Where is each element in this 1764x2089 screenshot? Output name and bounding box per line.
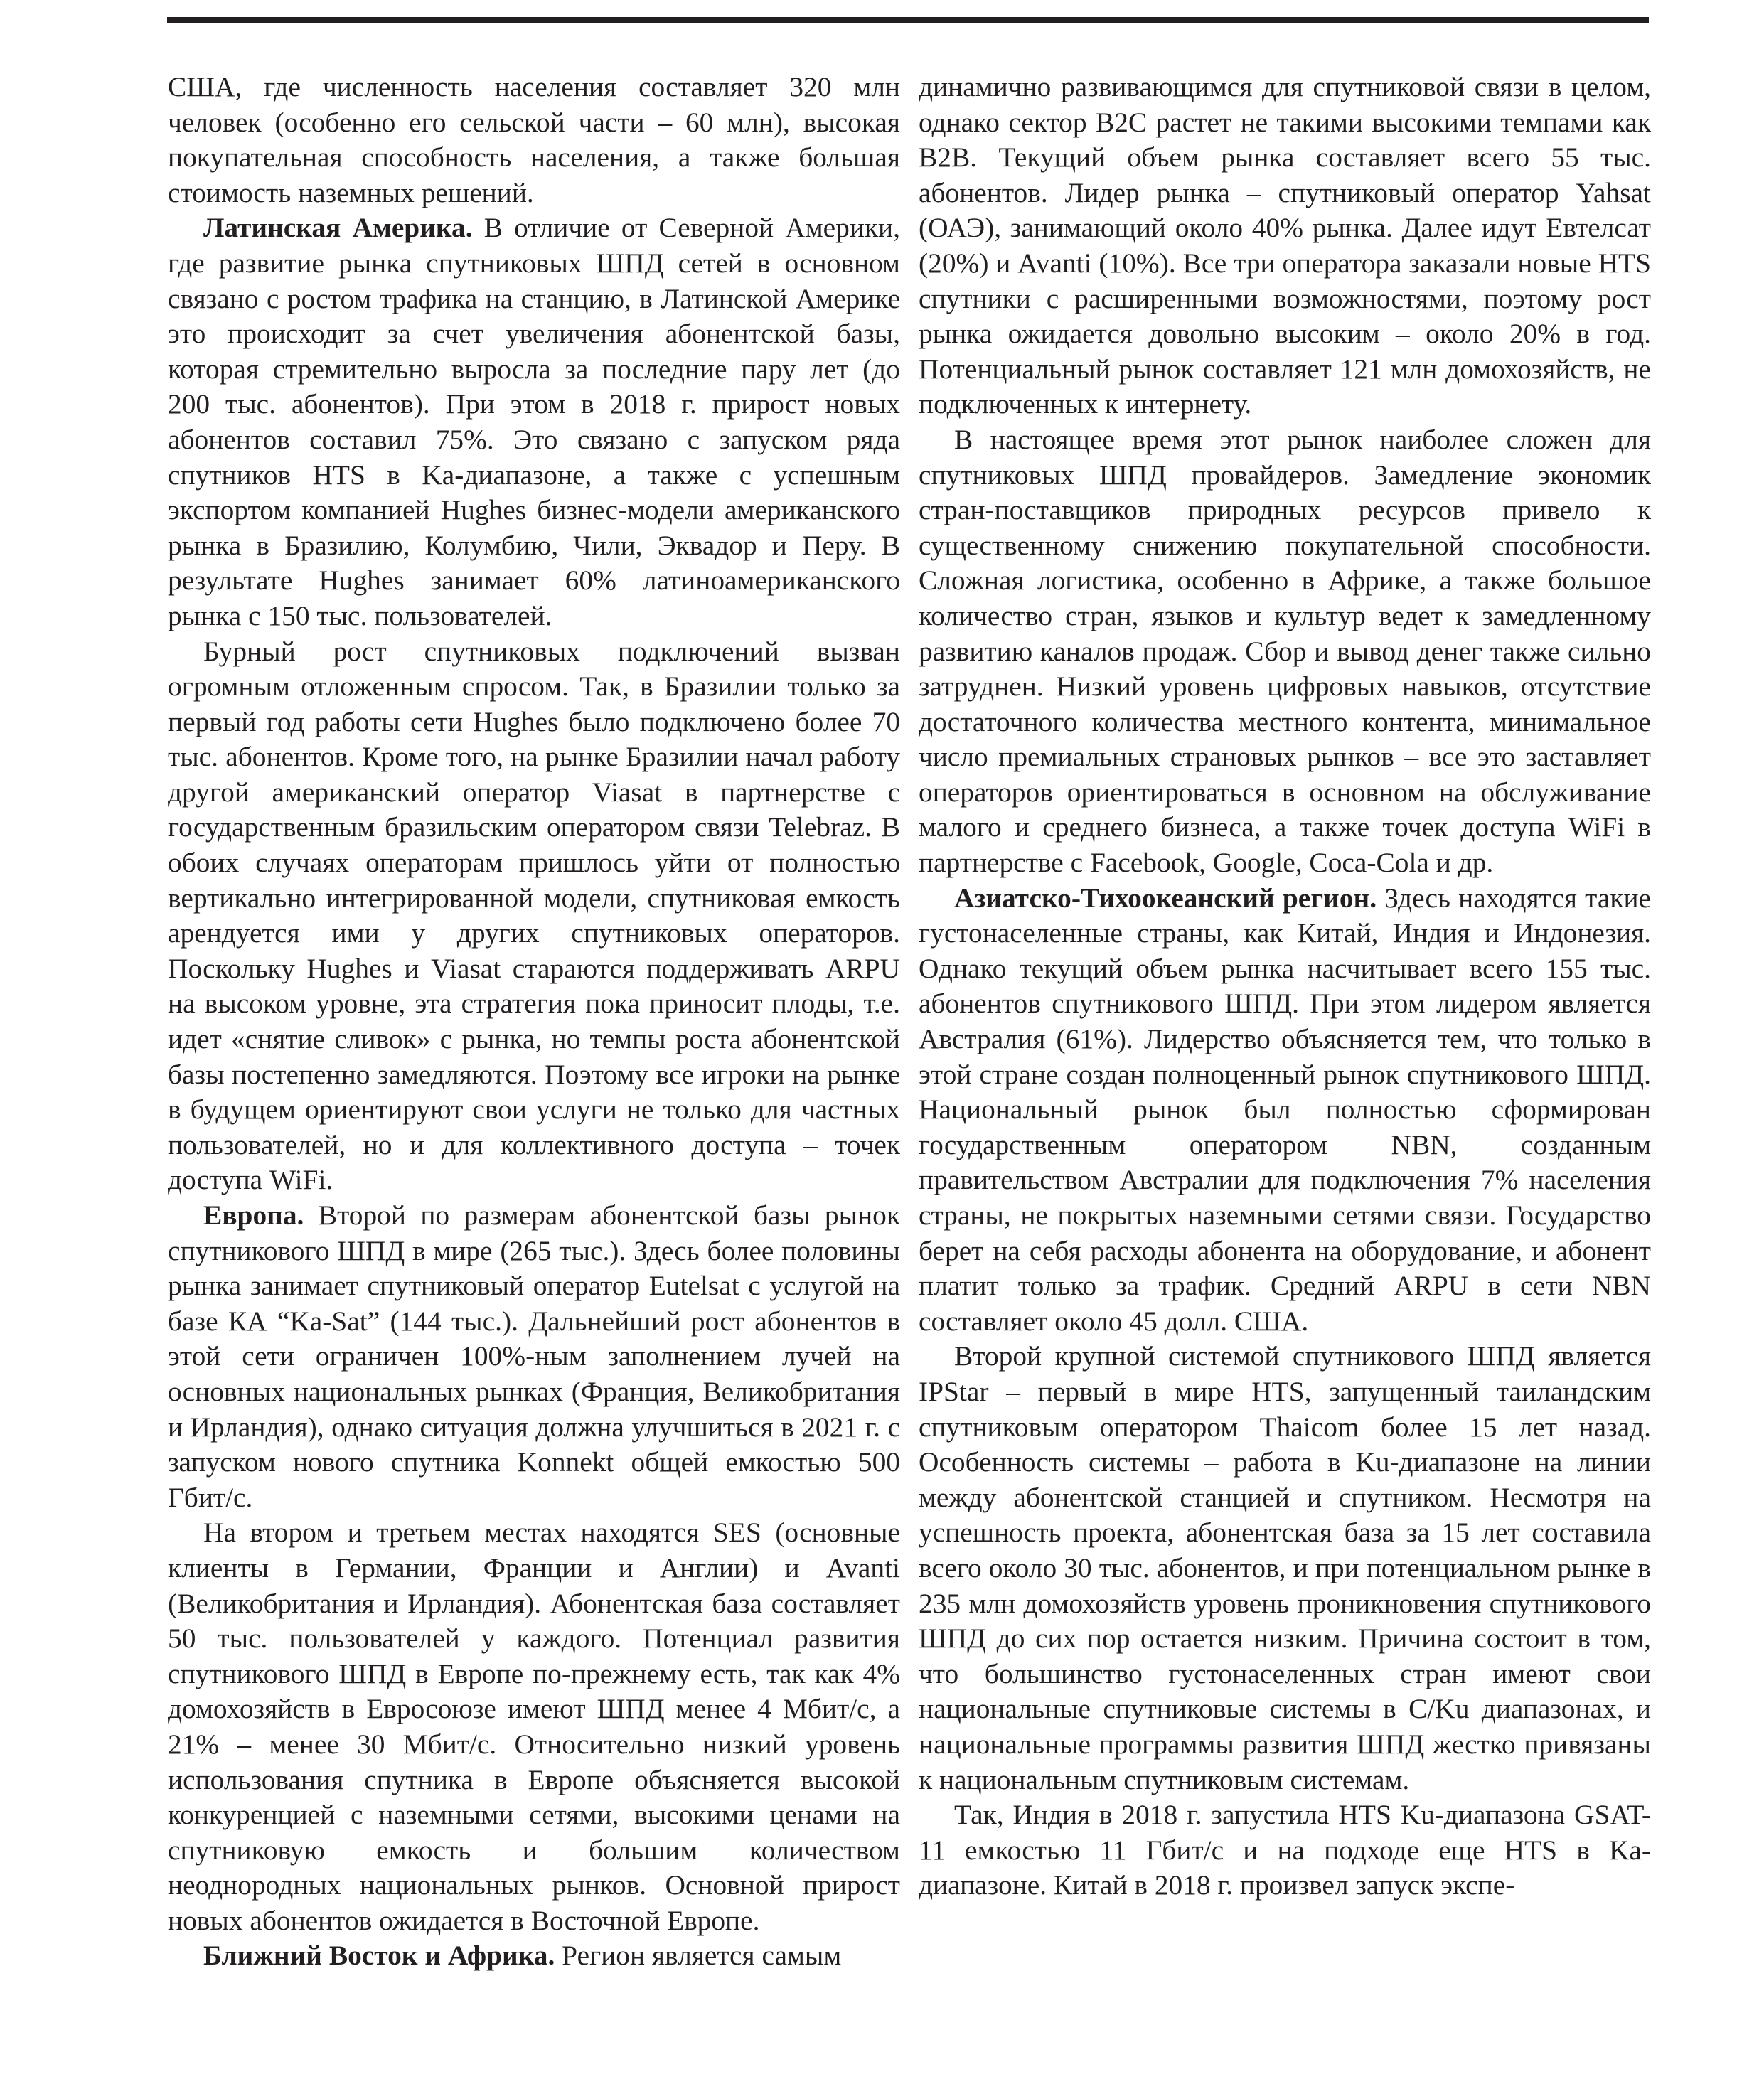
paragraph-mea-continuation bbox=[919, 70, 1651, 422]
left-column bbox=[168, 70, 900, 1974]
top-rule bbox=[167, 17, 1649, 23]
paragraph-text: Здесь находятся такие густонаселенные страны, как Китай, Индия и Индонезия. Однако текущий объем рынка насчитывает всего 155 тыс. абонентов спутникового ШПД. При этом лидером является Австралия (61%). Лидерство объясняется тем, что только в этой стране создан полноценный рынок спутникового ШПД. Национальный рынок был полностью сформирован государственным оператором NBN, созданным правительством Австралии для подключения 7% населения страны, не покрытых наземными сетями связи. Государство берет на себя расходы абонента на оборудование, и абонент платит только за трафик. Средний ARPU в сети NBN составляет около 45 долл. США. bbox=[919, 882, 1652, 1337]
section-lead-asia-pacific: Азиатско-Тихоокеанский регион. bbox=[954, 882, 1377, 914]
paragraph-text: В отличие от Северной Америки, где развитие рынка спутниковых ШПД сетей в основном связано с ростом трафика на станцию, в Латинской Америке это происходит за счет увеличения абонентской базы, которая стремительно выросла за последние пару лет (до 200 тыс. абонентов). При этом в 2018 г. прирост новых абонентов составил 75%. Это связано с запуском ряда спутников HTS в Ka-диапазоне, а также с успешным экспортом компанией Hughes бизнес-модели американского рынка в Бразилию, Колумбию, Чили, Эквадор и Перу. В результате Hughes занимает 60% латиноамериканского рынка с 150 тыс. пользователей. bbox=[168, 212, 900, 631]
section-lead-latin-america: Латинская Америка. bbox=[203, 212, 473, 244]
paragraph-text: Второй крупной системой спутникового ШПД является IPStar – первый в мире HTS, запущенный таиландским спутниковым оператором Thaicom более 15 лет назад. Особенность системы – работа в Ku-диапазоне на линии между абонентской станцией и спутником. Несмотря на успешность проекта, абонентская база за 15 лет составила всего около 30 тыс. абонентов, и при потенциальном рынке в 235 млн домохозяйств уровень проникновения спутникового ШПД до сих пор остается низким. Причина состоит в том, что большинство густонаселенных стран имеют свои национальные спутниковые системы в C/Ku диапазонах, и национальные программы развития ШПД жестко привязаны к национальным спутниковым системам. bbox=[919, 1340, 1651, 1795]
paragraph-text: Так, Индия в 2018 г. запустила HTS Ku-диапазона GSAT-11 емкостью 11 Гбит/с и на подходе еще HTS в Ka-диапазоне. Китай в 2018 г. произвел запуск экспе- bbox=[919, 1799, 1651, 1901]
section-lead-middle-east-africa: Ближний Восток и Африка. bbox=[203, 1940, 555, 1972]
paragraph-text: Регион является самым bbox=[555, 1940, 842, 1972]
paragraph-europe-operators bbox=[168, 1515, 900, 1938]
paragraph-text: США, где численность населения составляет 320 млн человек (особенно его сельской части – 60 млн), высокая покупательная способность населения, а также большая стоимость наземных решений. bbox=[168, 71, 900, 208]
paragraph-india-china bbox=[919, 1797, 1651, 1903]
paragraph-text: Второй по размерам абонентской базы рынок спутникового ШПД в мире (265 тыс.). Здесь более половины рынка занимает спутниковый оператор Eutelsat с услугой на базе КА “Ka-Sat” (144 тыс.). Дальнейший рост абонентов в этой сети ограничен 100%-ным заполнением лучей на основных национальных рынках (Франция, Великобритания и Ирландия), однако ситуация должна улучшиться в 2021 г. с запуском нового спутника Konnekt общей емкостью 500 Гбит/с. bbox=[168, 1200, 900, 1513]
paragraph-asia-pacific bbox=[919, 881, 1651, 1340]
paragraph-latin-america bbox=[168, 210, 900, 634]
paragraph-text: динамично развивающимся для спутниковой связи в целом, однако сектор B2C растет не такими высокими темпами как B2B. Текущий объем рынка составляет всего 55 тыс. абонентов. Лидер рынка – спутниковый оператор Yahsat (ОАЭ), занимающий около 40% рынка. Далее идут Евтелсат (20%) и Avanti (10%). Все три оператора заказали новые HTS спутники с расширенными возможностями, поэтому рост рынка ожидается довольно высоким – около 20% в год. Потенциальный рынок составляет 121 млн домохозяйств, не подключенных к интернету. bbox=[919, 71, 1651, 420]
section-lead-europe: Европа. bbox=[203, 1200, 304, 1231]
right-column bbox=[919, 70, 1651, 1903]
paragraph-text: На втором и третьем местах находятся SES (основные клиенты в Германии, Франции и Англии) и Avanti (Великобритания и Ирландия). Абонентская база составляет 50 тыс. пользователей у каждого. Потенциал развития спутникового ШПД в Европе по-прежнему есть, так как 4% домохозяйств в Евросоюзе имеют ШПД менее 4 Мбит/с, а 21% – менее 30 Мбит/с. Относительно низкий уровень использования спутника в Европе объясняется высокой конкуренцией с наземными сетями, высокими ценами на спутниковую емкость и большим количеством неоднородных национальных рынков. Основной прирост новых абонентов ожидается в Восточной Европе. bbox=[168, 1517, 900, 1936]
paragraph-latin-america-growth bbox=[168, 634, 900, 1199]
paragraph-mea-challenges bbox=[919, 422, 1651, 881]
paragraph-text: Бурный рост спутниковых подключений вызван огромным отложенным спросом. Так, в Бразилии только за первый год работы сети Hughes было подключено более 70 тыс. абонентов. Кроме того, на рынке Бразилии начал работу другой американский оператор Viasat в партнерстве с государственным бразильским оператором связи Telebraz. В обоих случаях операторам пришлось уйти от полностью вертикально интегрированной модели, спутниковая емкость арендуется ими у других спутниковых операторов. Поскольку Hughes и Viasat стараются поддерживать ARPU на высоком уровне, эта стратегия пока приносит плоды, т.е. идет «снятие сливок» с рынка, но темпы роста абонентской базы постепенно замедляются. Поэтому все игроки на рынке в будущем ориентируют свои услуги не только для частных пользователей, но и для коллективного доступа – точек доступа WiFi. bbox=[168, 635, 900, 1196]
paragraph-europe bbox=[168, 1198, 900, 1515]
paragraph-middle-east-africa bbox=[168, 1938, 900, 1974]
paragraph-text: В настоящее время этот рынок наиболее сложен для спутниковых ШПД провайдеров. Замедление экономик стран-поставщиков природных ресурсов привело к существенному снижению покупательной способности. Сложная логистика, особенно в Африке, а также большое количество стран, языков и культур ведет к замедленному развитию каналов продаж. Сбор и вывод денег также сильно затруднен. Низкий уровень цифровых навыков, отсутствие достаточного количества местного контента, минимальное число премиальных страновых рынков – все это заставляет операторов ориентироваться в основном на обслуживание малого и среднего бизнеса, а также точек доступа WiFi в партнерстве с Facebook, Google, Coca-Cola и др. bbox=[919, 423, 1651, 879]
paragraph-ipstar bbox=[919, 1339, 1651, 1797]
paragraph-usa-continuation bbox=[168, 70, 900, 210]
